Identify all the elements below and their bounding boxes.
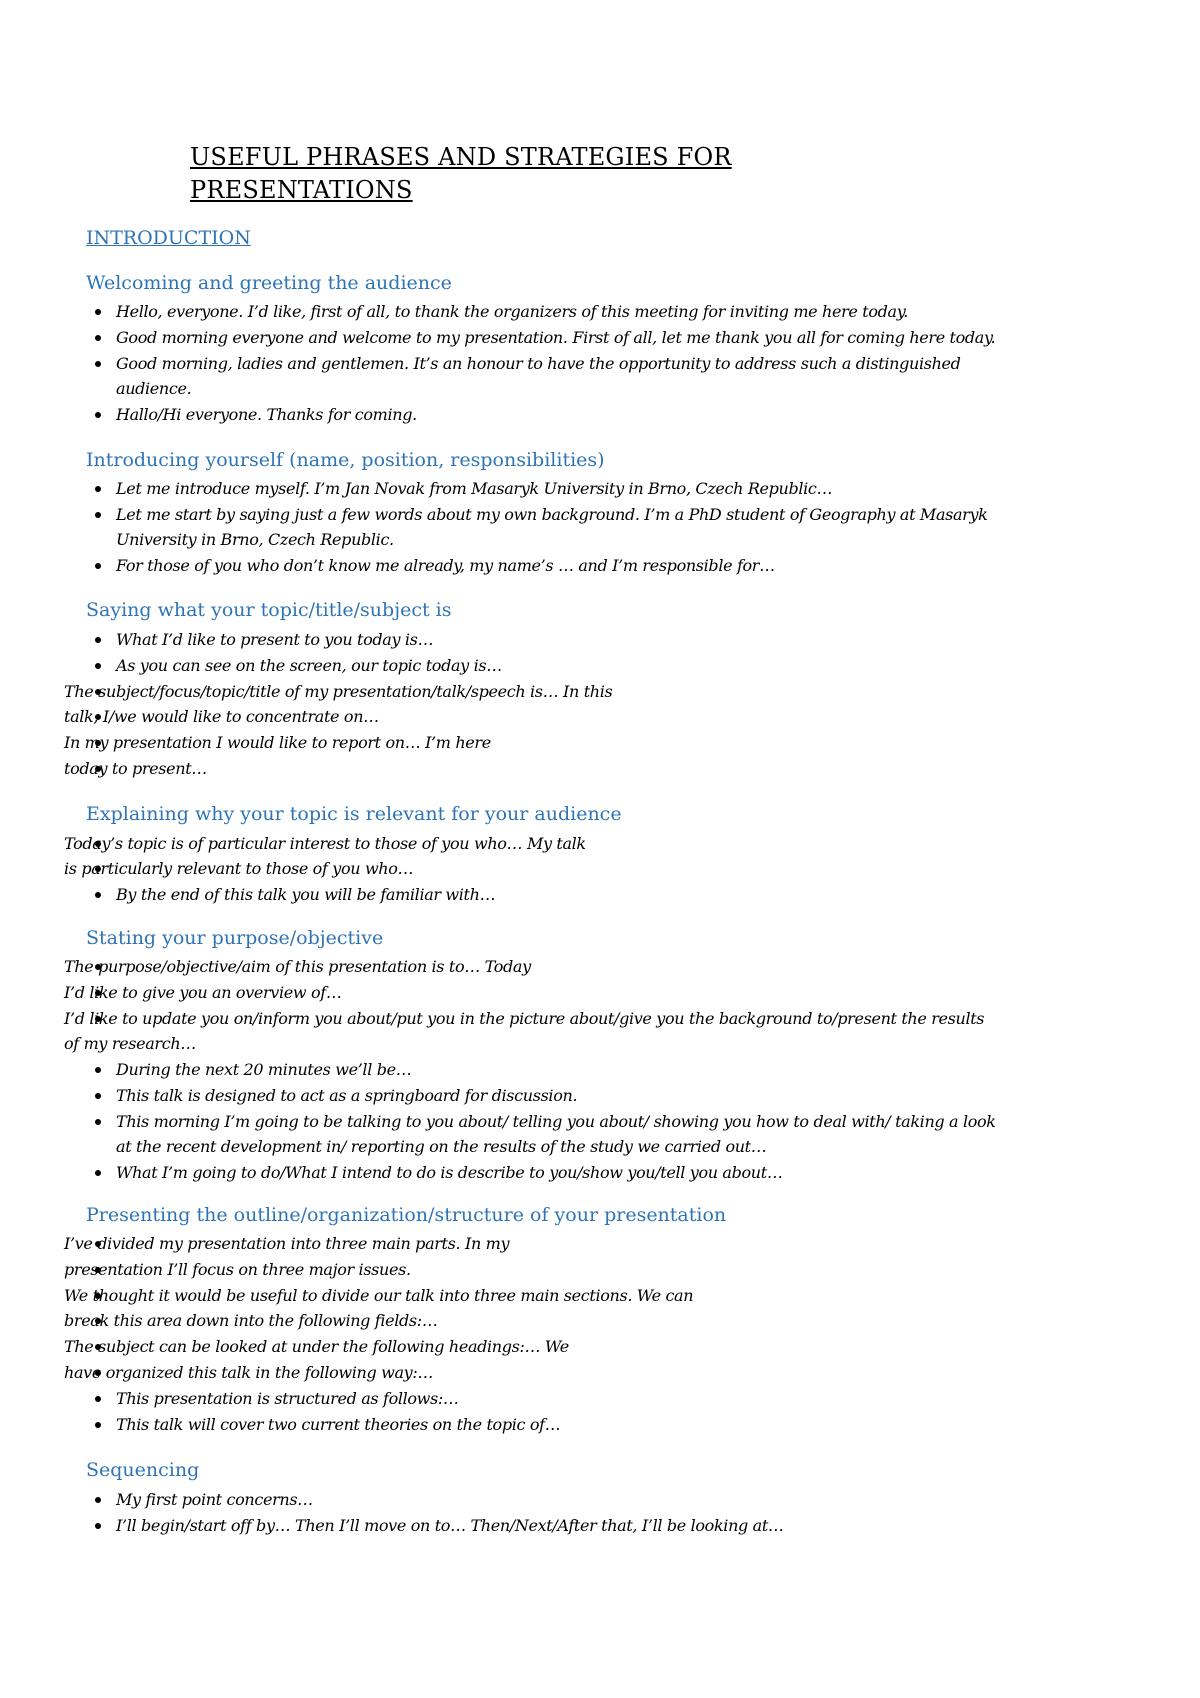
bullet-icon <box>95 1523 101 1529</box>
list-item: I’d like to update you on/inform you about/put you in the picture about/give you the background to/present the results <box>64 1009 985 1028</box>
title-line-2: PRESENTATIONS <box>190 176 413 204</box>
list-item: Today’s topic is of particular interest to those of you who… My talk <box>64 834 586 853</box>
list-item: This talk is designed to act as a springboard for discussion. <box>116 1086 578 1105</box>
section-heading-welcoming: Welcoming and greeting the audience <box>86 272 452 294</box>
section-heading-outline: Presenting the outline/organization/structure of your presentation <box>86 1204 727 1226</box>
bullet-icon <box>95 309 101 315</box>
bullet-icon <box>95 512 101 518</box>
section-heading-relevance: Explaining why your topic is relevant for your audience <box>86 803 622 825</box>
list-item: Let me start by saying just a few words about my own background. I’m a PhD student of Geography at Masaryk <box>116 505 988 524</box>
list-item: During the next 20 minutes we’ll be… <box>116 1060 412 1079</box>
section-heading-introducing-yourself: Introducing yourself (name, position, responsibilities) <box>86 449 605 471</box>
bullet-icon <box>95 1497 101 1503</box>
list-item: In my presentation I would like to report on… I’m here <box>64 733 491 752</box>
bullet-icon <box>95 335 101 341</box>
list-item: Let me introduce myself. I’m Jan Novak from Masaryk University in Brno, Czech Republic… <box>116 479 833 498</box>
list-item: As you can see on the screen, our topic today is… <box>116 656 502 675</box>
section-heading-topic: Saying what your topic/title/subject is <box>86 599 452 621</box>
list-item: The purpose/objective/aim of this presentation is to… Today <box>64 957 531 976</box>
list-item: have organized this talk in the following way:… <box>64 1363 434 1382</box>
bullet-icon <box>95 1093 101 1099</box>
list-item: today to present… <box>64 759 207 778</box>
list-item-continuation: audience. <box>116 379 192 398</box>
list-item: I’ll begin/start off by… Then I’ll move on to… Then/Next/After that, I’ll be looking at… <box>116 1516 784 1535</box>
list-item: For those of you who don’t know me already, my name’s … and I’m responsible for… <box>116 556 775 575</box>
bullet-icon <box>95 1396 101 1402</box>
list-item: I’ve divided my presentation into three main parts. In my <box>64 1234 510 1253</box>
bullet-icon <box>95 637 101 643</box>
list-item-continuation: University in Brno, Czech Republic. <box>116 530 394 549</box>
list-item: The subject/focus/topic/title of my presentation/talk/speech is… In this <box>64 682 613 701</box>
introduction-label: INTRODUCTION <box>86 227 251 249</box>
bullet-icon <box>95 1422 101 1428</box>
title-line-1: USEFUL PHRASES AND STRATEGIES FOR <box>190 143 732 171</box>
list-item: talk, I/we would like to concentrate on… <box>64 707 379 726</box>
list-item: What I’m going to do/What I intend to do is describe to you/show you/tell you about… <box>116 1163 783 1182</box>
list-item: Hallo/Hi everyone. Thanks for coming. <box>116 405 417 424</box>
list-item: This presentation is structured as follows:… <box>116 1389 459 1408</box>
list-item: By the end of this talk you will be familiar with… <box>116 885 496 904</box>
bullet-icon <box>95 892 101 898</box>
list-item: We thought it would be useful to divide our talk into three main sections. We can <box>64 1286 694 1305</box>
bullet-icon <box>95 663 101 669</box>
bullet-icon <box>95 412 101 418</box>
bullet-icon <box>95 1119 101 1125</box>
list-item: My first point concerns… <box>116 1490 313 1509</box>
list-item: Good morning everyone and welcome to my presentation. First of all, let me thank you all for coming here today. <box>116 328 996 347</box>
list-item: Good morning, ladies and gentlemen. It’s an honour to have the opportunity to address such a distinguished <box>116 354 961 373</box>
bullet-icon <box>95 361 101 367</box>
section-heading-purpose: Stating your purpose/objective <box>86 927 384 949</box>
list-item: This morning I’m going to be talking to you about/ telling you about/ showing you how to deal with/ taking a look <box>116 1112 996 1131</box>
document-title <box>190 141 732 207</box>
list-item: break this area down into the following fields:… <box>64 1311 438 1330</box>
list-item: is particularly relevant to those of you who… <box>64 859 414 878</box>
list-item-continuation: of my research… <box>64 1034 196 1053</box>
list-item: presentation I’ll focus on three major issues. <box>64 1260 411 1279</box>
bullet-icon <box>95 1170 101 1176</box>
list-item: Hello, everyone. I’d like, first of all, to thank the organizers of this meeting for inviting me here today. <box>116 302 909 321</box>
section-heading-sequencing: Sequencing <box>86 1459 200 1481</box>
list-item: I’d like to give you an overview of… <box>64 983 342 1002</box>
list-item: What I’d like to present to you today is… <box>116 630 434 649</box>
list-item: The subject can be looked at under the following headings:… We <box>64 1337 569 1356</box>
bullet-icon <box>95 486 101 492</box>
bullet-icon <box>95 1067 101 1073</box>
list-item-continuation: at the recent development in/ reporting on the results of the study we carried out… <box>116 1137 767 1156</box>
bullet-icon <box>95 563 101 569</box>
list-item: This talk will cover two current theories on the topic of… <box>116 1415 561 1434</box>
